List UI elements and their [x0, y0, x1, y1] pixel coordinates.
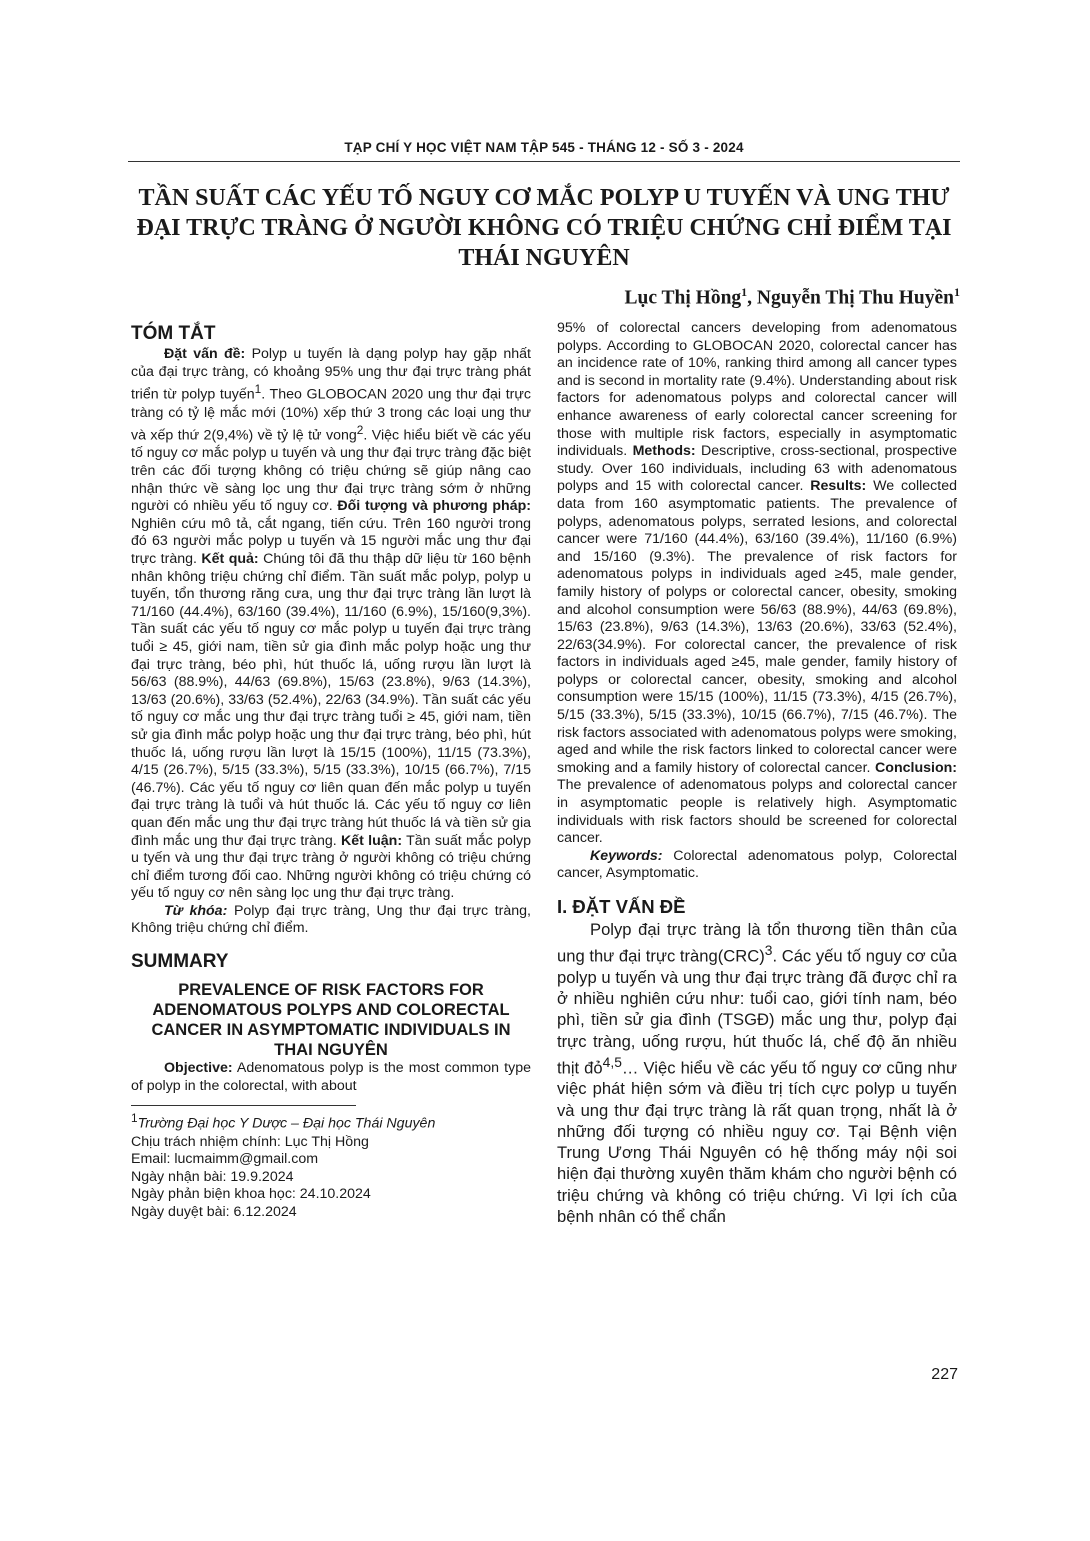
summary-results-label: Results:	[810, 478, 867, 495]
abstract-vi-ref-1: 1	[254, 382, 262, 397]
footnote-received: Ngày nhận bài: 19.9.2024	[131, 1168, 294, 1185]
abstract-vi-intro-text-3: . Việc hiểu biết về các yếu tố nguy cơ mắc polyp u tuyến và ung thư đại trực tràng đặc biệt trên các đối tượng không có triệu chứng sẽ giúp nâng cao nhận thức về sàng lọc ung thư đại trực tràng sớm ở những người có nhiều yếu tố nguy cơ.	[131, 427, 531, 515]
introduction-ref-2: 4,5	[602, 1053, 622, 1070]
author-separator: ,	[747, 287, 757, 309]
summary-keywords-label: Keywords:	[590, 847, 663, 864]
summary-methods-label: Methods:	[632, 443, 696, 460]
article-title: TẦN SUẤT CÁC YẾU TỐ NGUY CƠ MẮC POLYP U TUYẾN VÀ UNG THƯ ĐẠI TRỰC TRÀNG Ở NGƯỜI KHÔNG CÓ TRIỆU CHỨNG CHỈ ĐIỂM TẠI THÁI NGUYÊN	[136, 185, 952, 271]
header-rule	[128, 161, 960, 162]
abstract-vi-results-text: Chúng tôi đã thu thập dữ liệu từ 160 bệnh nhân không triệu chứng chỉ điểm. Tần suất mắc polyp, polyp u tuyến, tổn thương răng cưa, ung thư đại trực tràng lần lượt là 71/160 (44.4%), 63/160 (39.4%), 11/160 (6.9%), 15/160(9,3%). Tần suất các yếu tố nguy cơ mắc polyp u tuyến đại trực tràng tuổi ≥ 45, giới nam, tiền sử gia đình mắc polyp hoặc ung thư đại trực tràng, béo phì, hút thuốc lá, uống rượu lần lượt là 56/63 (88.9%), 44/63 (69.8%), 15/63 (23.8%), 9/63 (14.3%), 13/63 (20.6%), 33/63 (52.4%), 22/63 (34.9%). Tần suất các yếu tố nguy cơ mắc ung thư đại trực tràng tuổi ≥ 45, giới nam, tiền sử gia đình mắc polyp hoặc ung thư đại trực tràng, béo phì, hút thuốc lá, uống rượu lần lượt là 15/15 (100%), 11/15 (73.3%), 4/15 (26.7%), 5/15 (33.3%), 5/15 (33.3%), 10/15 (66.7%), 7/15 (46.7%). Các yếu tố nguy cơ liên quan đến mắc polyp u tuyến đại trực tràng là tuổi và hút thuốc lá. Các yếu tố nguy cơ liên quan đến mắc ung thư đại trực tràng hút thuốc lá và tiền sử gia đình mắc ung thư đại trực tràng.	[131, 551, 532, 849]
summary-objective	[131, 1060, 531, 1095]
summary-objective-text-left: Adenomatous polyp is the most common type of polyp in the colorectal, with about	[131, 1060, 531, 1094]
summary-keywords	[557, 848, 957, 883]
summary-objective-text-right: 95% of colorectal cancers developing from adenomatous polyps. According to GLOBOCAN 2020, colorectal cancer has an incidence rate of 10%, ranking third among all cancer types and is second in mortality rate (9.4%). Understanding about risk factors for adenomatous polyps and colorectal cancer will enhance awareness of early colorectal cancer screening for those with multiple risk factors, especially in asymptomatic individuals.	[557, 320, 957, 460]
abstract-vi-conclusion-label: Kết luận:	[341, 832, 403, 849]
abstract-vi-results-label: Kết quả:	[201, 551, 259, 567]
introduction-heading: I. ĐẶT VẤN ĐỀ	[557, 896, 686, 917]
page-number: 227	[931, 1366, 958, 1383]
abstract-vi-methods-text: Nghiên cứu mô tả, cắt ngang, tiến cứu. Trên 160 người trong đó 63 người mắc polyp u tuyến và 15 người mắc ung thư đại trực tràng.	[131, 515, 531, 567]
abstract-vi-keywords-label: Từ khóa:	[164, 902, 228, 919]
footnote-affiliation: Trường Đại học Y Dược – Đại học Thái Nguyên	[137, 1115, 436, 1132]
footnote-corresponding: Chịu trách nhiệm chính: Lục Thị Hồng	[131, 1133, 369, 1150]
author-1: Lục Thị Hồng	[624, 287, 742, 309]
abstract-vi-heading: TÓM TẮT	[131, 323, 216, 344]
introduction-ref-1: 3	[764, 942, 773, 959]
introduction-text-1: Polyp đại trực tràng là tổn thương tiền thân của ung thư đại trực tràng(CRC)	[557, 920, 957, 966]
abstract-vi-ref-2: 2	[356, 423, 364, 438]
introduction-body	[557, 919, 957, 1227]
journal-header: TẠP CHÍ Y HỌC VIỆT NAM TẬP 545 - THÁNG 12 - SỐ 3 - 2024	[344, 140, 744, 155]
footnote-affiliation-sup: 1	[131, 1111, 138, 1126]
abstract-vi-keywords	[131, 903, 531, 938]
authors	[624, 285, 960, 310]
abstract-vi-intro-text-1: Polyp u tuyến là dạng polyp hay gặp nhất của đại trực tràng, có khoảng 95% ung thư đại trực tràng phát triển từ polyp tuyến	[131, 346, 531, 403]
summary-heading: SUMMARY	[131, 951, 229, 973]
footnote-email: Email: lucmaimm@gmail.com	[131, 1151, 319, 1168]
author-2-affiliation-sup: 1	[954, 285, 960, 299]
summary-results-text: We collected data from 160 asymptomatic patients. The prevalence of polyps, adenomatous polyps, serrated lesions, and colorectal cancer were 71/160 (44.4%), 63/160 (39.4%), 11/160 (6.9%) and 15/160 (9.3%). The prevalence of risk factors for adenomatous polyps in individuals aged ≥45, male gender, family history of polyps or colorectal cancer, obesity, smoking and alcohol consumption were 56/63 (88.9%), 44/63 (69.8%), 15/63 (23.8%), 9/63 (14.3%), 13/63 (20.6%), 33/63 (52.4%), 22/63(34.9%). For colorectal cancer, the prevalence of risk factors in individuals aged ≥45, male gender, family history of polyps or colorectal cancer, obesity, smoking and alcohol consumption were 15/15 (100%), 11/15 (73.3%), 4/15 (26.7%), 5/15 (33.3%), 5/15 (33.3%), 10/15 (66.7%), 7/15 (46.7%). The risk factors associated with adenomatous polyps were smoking, aged and while the risk factors linked to colorectal cancer were smoking and a family history of colorectal cancer.	[557, 478, 957, 776]
summary-objective-label: Objective:	[164, 1060, 233, 1077]
footnote-accepted: Ngày duyệt bài: 6.12.2024	[131, 1203, 297, 1220]
abstract-vi-conclusion-text: Tần suất mắc polyp u tyến và ung thư đại trực tràng ở người không có triệu chứng chỉ điểm tương đối cao. Những người không có triệu chứng có yếu tố nguy cơ nên sàng lọc ung thư đại trực tràng.	[131, 832, 531, 902]
footnote	[131, 1110, 531, 1221]
introduction-text-2: . Các yếu tố nguy cơ của polyp u tuyến và ung thư đại trực tràng đã được chỉ ra ở nhiều nghiên cứu như: tuổi cao, giới tính nam, béo phì, tiền sử gia đình (TSGĐ) mắc ung thư, polyp đại trực tràng, uống rượu, hút thuốc lá, chế độ ăn nhiều thịt đỏ	[557, 946, 957, 1078]
summary-conclusion-label: Conclusion:	[875, 759, 957, 776]
right-column	[557, 320, 957, 1227]
abstract-vi-methods-label: Đối tượng và phương pháp:	[337, 498, 531, 515]
author-2: Nguyễn Thị Thu Huyền	[756, 287, 954, 309]
summary-keywords-text: Colorectal adenomatous polyp, Colorectal cancer, Asymptomatic.	[557, 847, 957, 882]
abstract-vi-keywords-text: Polyp đại trực tràng, Ung thư đại trực tràng, Không triệu chứng chỉ điểm.	[131, 902, 531, 937]
introduction-text-3: … Việc hiểu về các yếu tố nguy cơ cũng như việc phát hiện sớm và điều trị tích cực polyp u tuyến và ung thư đại trực tràng là rất quan trọng, nhất là ở những đối tượng có nhiều nguy cơ. Tại Bệnh viện Trung Ương Thái Nguyên có hệ thống máy nội soi hiện đại thường xuyên thăm khám cho người bệnh có triệu chứng và không có triệu chứng. Vì lợi ích của bệnh nhân có thể chẩn	[557, 1058, 957, 1226]
footnote-reviewed: Ngày phản biện khoa học: 24.10.2024	[131, 1186, 371, 1203]
summary-body	[557, 320, 957, 848]
abstract-vi-body	[131, 346, 531, 903]
author-1-affiliation-sup: 1	[741, 285, 748, 299]
summary-title: PREVALENCE OF RISK FACTORS FOR ADENOMATOUS POLYPS AND COLORECTAL CANCER IN ASYMPTOMATIC INDIVIDUALS IN THAI NGUYÊN	[151, 981, 511, 1060]
abstract-vi-intro-label: Đặt vấn đề:	[164, 346, 246, 362]
footnote-rule	[131, 1105, 356, 1106]
summary-conclusion-text: The prevalence of adenomatous polyps and colorectal cancer in asymptomatic people is relatively high. Asymptomatic individuals with risk factors should be screened for colorectal cancer.	[557, 777, 957, 847]
summary-methods-text: Descriptive, cross-sectional, prospective study. Over 160 individuals, including 63 with adenomatous polyps and 15 with colorectal cancer.	[557, 443, 957, 495]
abstract-vi-intro-text-2: . Theo GLOBOCAN 2020 ung thư đại trực tràng có tỷ lệ mắc mới (10%) xếp thứ 3 trong các loại ung thư và xếp thứ 2(9,4%) về tỷ lệ tử vong	[131, 386, 531, 444]
left-column	[131, 322, 531, 1222]
